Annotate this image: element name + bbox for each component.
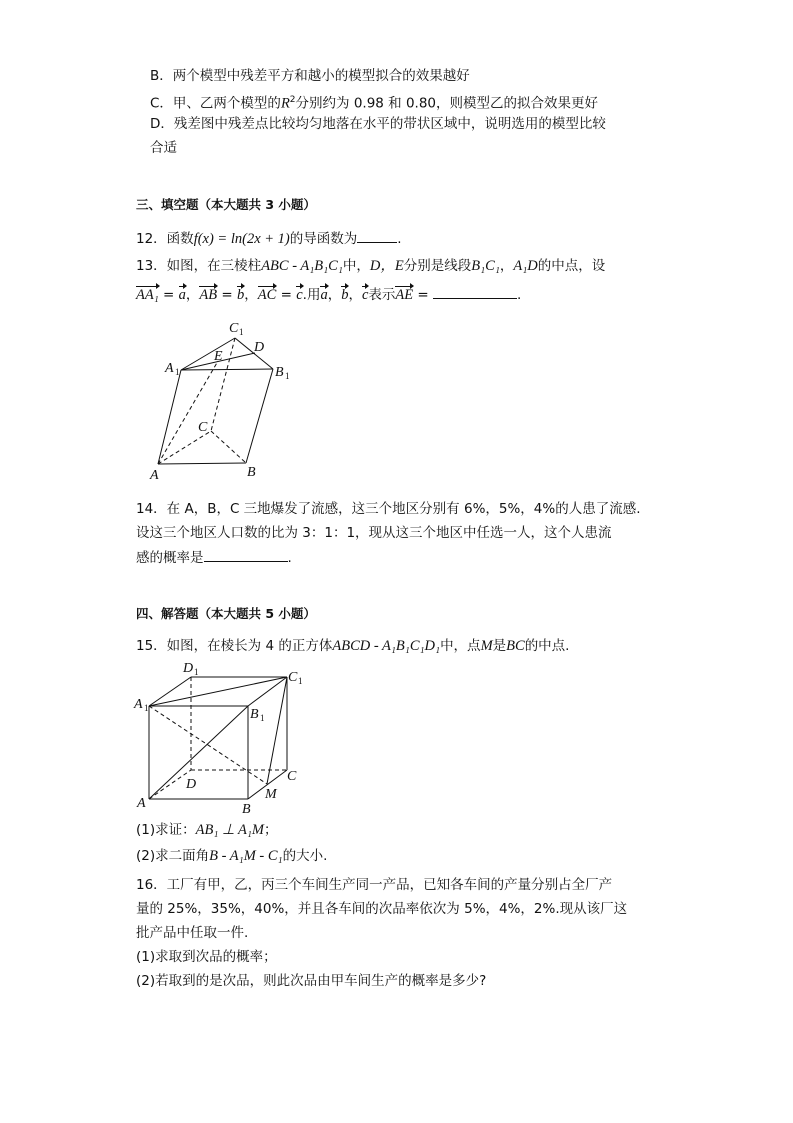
q13-end1: 的中点，设	[537, 258, 606, 274]
q13-a1d: A₁D	[513, 258, 538, 274]
q15-p2-expr: B - A₁M - C₁	[209, 848, 283, 864]
label-a1-sub: 1	[175, 367, 180, 377]
q13-answer-blank	[433, 284, 517, 299]
vector-ac: AC	[257, 287, 277, 303]
label-c1: C	[288, 670, 298, 685]
q13-sep: ，	[499, 258, 514, 274]
q13-use: .用	[302, 287, 321, 303]
q12-num: 12．函数	[136, 231, 194, 247]
question-14-line3	[136, 547, 292, 568]
option-c-sup: 2	[289, 95, 296, 105]
q14-line3-text: 感的概率是	[136, 550, 204, 566]
q15-mid: 中，点	[440, 638, 481, 654]
vector-c: c	[296, 287, 303, 303]
question-16-part2: (2)若取到的是次品，则此次品由甲车间生产的概率是多少?	[136, 973, 487, 989]
q15-p2-pre: (2)求二面角	[136, 848, 210, 864]
q13-show: 表示	[368, 287, 396, 303]
q15-p1-pre: (1)求证：	[136, 822, 196, 838]
question-12	[136, 228, 402, 249]
question-16-part1: (1)求取到次品的概率；	[136, 949, 277, 965]
section-3-heading: 三、填空题（本大题共 3 小题）	[136, 197, 316, 212]
option-c-post: 分别约为 0.98 和 0.80，则模型乙的拟合效果更好	[295, 95, 599, 112]
edge-bb1	[246, 369, 273, 463]
edge-ac	[158, 431, 211, 464]
question-14-line1: 14．在 A，B，C 三地爆发了流感，这三个地区分别有 6%，5%，4%的人患了流感.	[136, 501, 641, 517]
label-b1-sub: 1	[285, 371, 290, 381]
q13-b1c1: B₁C₁	[471, 258, 500, 274]
edge-aa1	[158, 370, 181, 464]
q14-answer-blank	[204, 547, 288, 562]
label-b: B	[242, 802, 251, 815]
q13-prism: ABC - A₁B₁C₁	[261, 258, 343, 274]
vector-b: b	[237, 287, 245, 303]
question-14-line2: 设这三个地区人口数的比为 3：1：1，现从这三个地区中任选一人，这个人患流	[136, 525, 612, 541]
label-d: D	[254, 340, 265, 355]
option-c-pre: C．甲、乙两个模型的	[150, 95, 281, 112]
q12-post: 的导函数为	[289, 231, 358, 247]
edge-a1b1	[181, 369, 273, 370]
label-c: C	[198, 420, 208, 435]
q15-m: M	[480, 638, 493, 654]
label-c: C	[287, 769, 297, 784]
label-a1: A	[134, 697, 143, 712]
section-4-heading: 四、解答题（本大题共 5 小题）	[136, 606, 316, 621]
label-b1: B	[275, 365, 284, 380]
q13-post: 分别是线段	[403, 258, 472, 274]
vector-b-2: b	[341, 287, 349, 303]
label-a: A	[137, 796, 146, 811]
option-d-line2: 合适	[150, 140, 177, 156]
label-a: A	[150, 468, 159, 483]
q15-p1-expr: AB₁ ⊥ A₁M	[195, 822, 264, 838]
label-c1-sub: 1	[298, 676, 303, 686]
label-m: M	[265, 787, 277, 802]
question-13-line2	[136, 284, 521, 305]
question-16-line1: 16．工厂有甲，乙，丙三个车间生产同一产品，已知各车间的产量分别占全厂产	[136, 877, 613, 893]
eq-4: =	[413, 287, 434, 303]
q15-end: 的中点.	[524, 638, 570, 654]
label-b1-sub: 1	[260, 713, 265, 723]
q12-function: f(x) = ln(2x + 1)	[193, 231, 290, 247]
q13-pre: 13．如图，在三棱柱	[136, 258, 262, 274]
prism-figure	[145, 318, 295, 483]
segment-ab1	[149, 706, 248, 799]
edge-a1c1	[181, 338, 235, 370]
question-13-line1	[136, 256, 605, 276]
q15-is: 是	[492, 638, 507, 654]
vector-ab: AB	[199, 287, 218, 303]
label-d1-sub: 1	[194, 667, 199, 677]
eq-2: =	[217, 287, 238, 303]
label-d1: D	[183, 661, 194, 676]
label-a1: A	[165, 361, 174, 376]
question-15-part2	[136, 846, 327, 866]
comma-2: ，	[244, 287, 258, 303]
segment-ae	[158, 361, 218, 464]
label-a1-sub: 1	[144, 703, 149, 713]
q15-bc: BC	[506, 638, 525, 654]
q12-answer-blank	[357, 228, 397, 243]
q13-de: D，E	[369, 258, 404, 274]
q15-pre: 15．如图，在棱长为 4 的正方体	[136, 638, 333, 654]
cube-figure	[130, 660, 330, 815]
eq-3: =	[276, 287, 297, 303]
option-d-line1: D．残差图中残差点比较均匀地落在水平的带状区域中，说明选用的模型比较	[150, 116, 606, 132]
option-c	[150, 90, 598, 114]
q15-cube: ABCD - A₁B₁C₁D₁	[332, 638, 441, 654]
q12-end: .	[397, 231, 402, 247]
q15-p2-end: 的大小.	[282, 848, 328, 864]
question-15-part1	[136, 820, 277, 840]
label-d: D	[186, 777, 197, 792]
edge-ab	[158, 463, 246, 464]
question-15-line1	[136, 636, 569, 656]
comma-1: ，	[185, 287, 200, 303]
q14-end: .	[287, 550, 292, 566]
vector-c-2: c	[361, 287, 369, 303]
option-b: B．两个模型中残差平方和越小的模型拟合的效果越好	[150, 68, 470, 84]
vector-aa1: AA₁	[136, 287, 159, 303]
comma-3: ，	[327, 287, 342, 303]
comma-4: ，	[348, 287, 362, 303]
vector-a: a	[178, 287, 186, 303]
q13-mid: 中，	[342, 258, 370, 274]
vector-ae: AE	[395, 287, 414, 303]
segment-c1m	[267, 677, 287, 784]
q15-p1-end: ；	[263, 822, 278, 838]
vector-a-2: a	[320, 287, 328, 303]
label-c1-sub: 1	[239, 327, 244, 337]
label-c1: C	[229, 321, 239, 336]
q13-end: .	[517, 287, 522, 303]
label-e: E	[214, 349, 223, 364]
label-b1: B	[250, 707, 259, 722]
question-16-line2: 量的 25%，35%，40%，并且各车间的次品率依次为 5%，4%，2%.现从该厂这	[136, 901, 628, 917]
eq-1: =	[158, 287, 179, 303]
question-16-line3: 批产品中任取一件.	[136, 925, 249, 941]
edge-ad	[149, 770, 191, 799]
label-b: B	[247, 465, 256, 480]
edge-cb	[211, 431, 246, 463]
option-c-r: R	[280, 95, 290, 112]
